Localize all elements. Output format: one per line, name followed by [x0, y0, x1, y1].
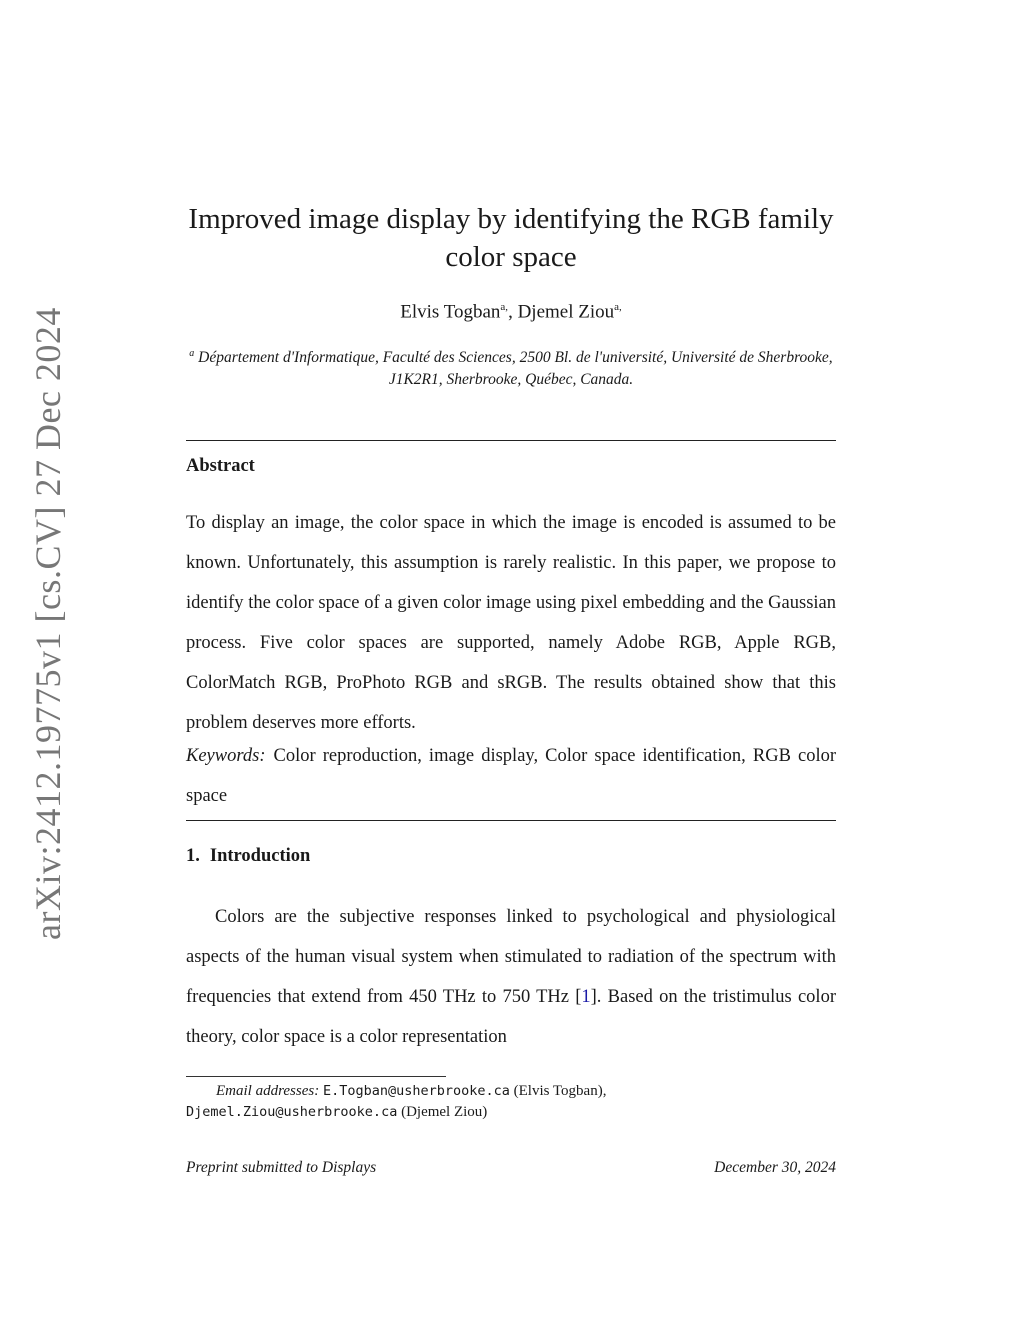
email-footnote: [186, 1081, 836, 1123]
keywords-label: Keywords:: [186, 746, 266, 766]
email-owner: (Djemel Ziou): [401, 1104, 488, 1120]
affiliation-mark: a,: [500, 301, 509, 313]
affiliation-text: Département d'Informatique, Faculté des Sciences, 2500 Bl. de l'université, Université de Sherbrooke, J1K2R1, Sherbrooke, Québec, Canada.: [198, 349, 833, 389]
email-owner: (Elvis Togban),: [513, 1083, 607, 1099]
preprint-note: Preprint submitted to Displays: [186, 1159, 377, 1176]
introduction-paragraph: [186, 897, 836, 1057]
author-list: [186, 301, 836, 323]
keywords: [186, 736, 836, 816]
author-name[interactable]: Elvis Togban: [400, 301, 501, 323]
affiliation-mark: a,: [614, 301, 622, 313]
arxiv-identifier: arXiv:2412.19775v1 [cs.CV] 27 Dec 2024: [28, 307, 68, 940]
abstract-top-rule: [186, 440, 836, 441]
intro-text-start: Colors are the subjective responses linked to psychological and physiological aspects of the human visual system when stimulated to radiation of the spectrum with frequencies that extend from 450 THz to 750 THz: [186, 907, 836, 1007]
intro-text-end: Based on the tristimulus color theory, color space is a color representation: [186, 987, 836, 1047]
abstract-bottom-rule: [186, 820, 836, 821]
section-title: Introduction: [209, 846, 311, 866]
section-heading: [186, 846, 310, 867]
abstract-heading: Abstract: [186, 456, 255, 476]
email-link[interactable]: Djemel.Ziou@usherbrooke.ca: [186, 1104, 398, 1120]
citation-link[interactable]: 1: [581, 987, 591, 1007]
author-name[interactable]: Djemel Ziou: [517, 301, 615, 323]
paper-title: Improved image display by identifying the RGB family color space: [188, 203, 834, 273]
author-separator: ,: [508, 301, 518, 323]
citation-close: ].: [590, 987, 602, 1007]
footer-date: December 30, 2024: [714, 1159, 836, 1176]
keywords-text: Color reproduction, image display, Color space identification, RGB color space: [186, 746, 836, 806]
footnote-label: Email addresses:: [216, 1083, 320, 1099]
affiliation: [186, 343, 836, 391]
abstract-text: To display an image, the color space in which the image is encoded is assumed to be known. Unfortunately, this assumption is rarely realistic. In this paper, we propose to identify the color space of a given color image using pixel embedding and the Gaussian process. Five color spaces are supported, namely Adobe RGB, Apple RGB, ColorMatch RGB, ProPhoto RGB and sRGB. The results obtained show that this problem deserves more efforts.: [186, 513, 836, 733]
section-number: 1.: [186, 846, 200, 866]
affiliation-mark: a: [189, 348, 195, 359]
footnote-rule: [186, 1076, 446, 1077]
email-link[interactable]: E.Togban@usherbrooke.ca: [322, 1083, 510, 1099]
citation-open: [: [575, 987, 582, 1007]
